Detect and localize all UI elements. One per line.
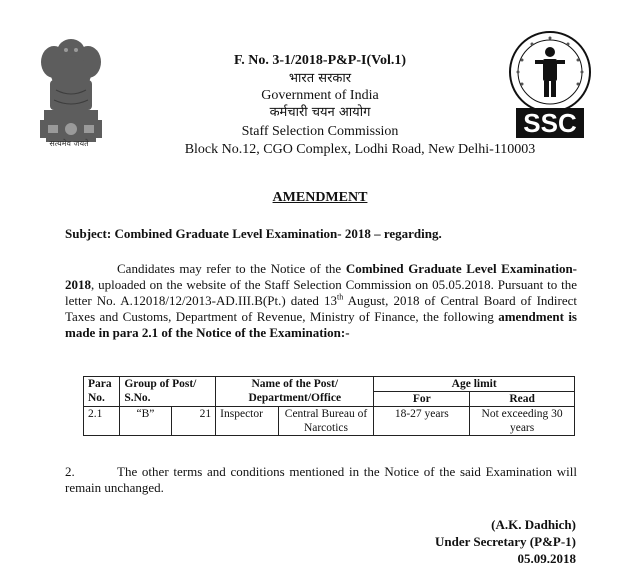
amendment-paragraph: Candidates may refer to the Notice of the Combined Graduate Level Examination-2018, uploaded on the website of the Staff Selection Commission on 05.05.2018. Pursuant to the letter No. A.12018/12/2013-AD.III.B(Pt.) dated 13th August, 2018 of Central Board of Indirect Taxes and Customs, Department of Revenue, Ministry of Finance, the following amendment is made in para 2.1 of the Notice of the Examination:- xyxy=(65,261,577,340)
cell-department: Central Bureau of Narcotics xyxy=(278,407,374,436)
cell-post: Inspector xyxy=(216,407,278,436)
col-header-group: Group of Post/ S.No. xyxy=(120,377,216,407)
commission-hindi: कर्मचारी चयन आयोग xyxy=(269,105,371,120)
emblem-motto: सत्यमेव जयते xyxy=(49,139,89,148)
col-header-age-limit: Age limit xyxy=(374,377,575,392)
signatory-name: (A.K. Dadhich) xyxy=(491,517,576,532)
office-address: Block No.12, CGO Complex, Lodhi Road, New Delhi-110003 xyxy=(184,142,536,157)
col-header-for: For xyxy=(374,392,470,407)
commission-english: Staff Selection Commission xyxy=(241,124,399,139)
svg-text:SSC: SSC xyxy=(523,108,577,138)
col-header-read: Read xyxy=(470,392,575,407)
file-number: F. No. 3-1/2018-P&P-I(Vol.1) xyxy=(233,53,406,68)
paragraph-number: 2. xyxy=(65,464,75,479)
table-row xyxy=(84,407,575,436)
govt-english: Government of India xyxy=(261,88,379,103)
signature-date: 05.09.2018 xyxy=(517,551,576,566)
cell-for: 18-27 years xyxy=(374,407,470,436)
govt-hindi: भारत सरकार xyxy=(288,71,352,86)
cell-para: 2.1 xyxy=(84,407,120,436)
cell-read: Not exceeding 30 years xyxy=(470,407,575,436)
subject-line: Subject: Combined Graduate Level Examination- 2018 – regarding. xyxy=(65,226,442,241)
cell-group: “B” xyxy=(120,407,171,436)
page-title: AMENDMENT xyxy=(272,190,368,205)
col-header-name: Name of the Post/ Department/Office xyxy=(216,377,374,407)
amendment-table xyxy=(83,376,575,436)
col-header-para: Para No. xyxy=(84,377,120,407)
closing-paragraph: 2. The other terms and conditions mentioned in the Notice of the said Examination will remain unchanged. xyxy=(65,464,577,495)
cell-sno: 21 xyxy=(171,407,216,436)
signatory-designation: Under Secretary (P&P-1) xyxy=(434,534,576,549)
